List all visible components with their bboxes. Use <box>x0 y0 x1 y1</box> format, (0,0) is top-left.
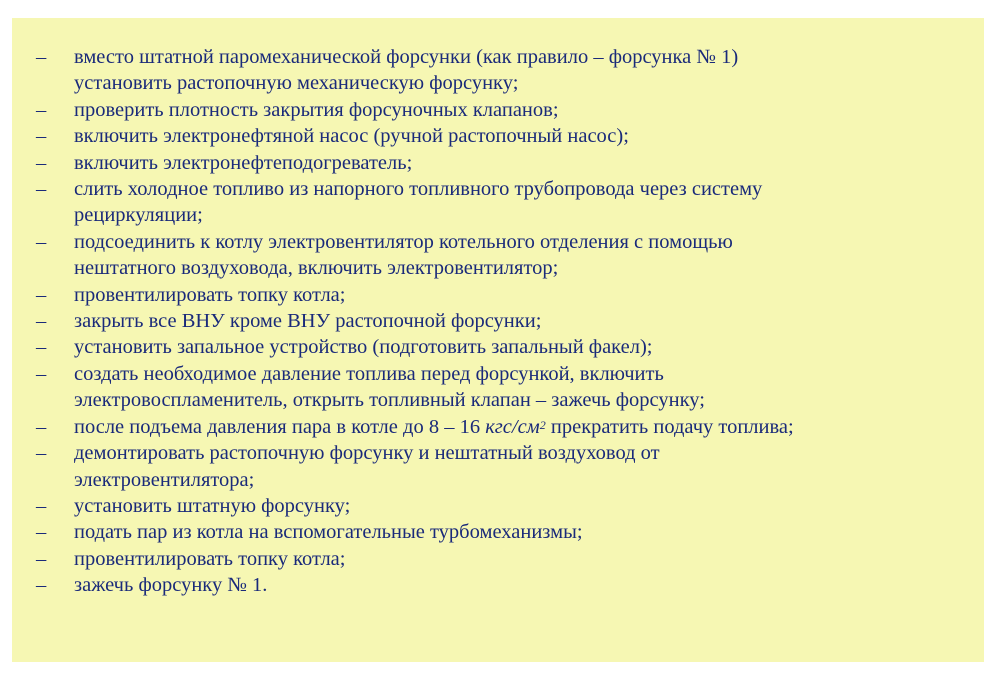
list-dash: – <box>36 362 47 385</box>
list-item-line: электровоспламенитель, открыть топливный клапан – зажечь форсунку; <box>74 389 705 412</box>
list-item-text <box>74 308 976 334</box>
list-dash: – <box>36 98 47 121</box>
list-item-line <box>74 414 976 440</box>
list-dash: – <box>36 230 47 253</box>
list-item <box>36 572 976 598</box>
list-item-text <box>74 176 976 229</box>
list-item-line: нештатного воздуховода, включить электровентилятор; <box>74 257 559 280</box>
list-item-line: подать пар из котла на вспомогательные турбомеханизмы; <box>74 521 583 544</box>
list-dash: – <box>36 283 47 306</box>
pressure-text-post: прекратить подачу топлива; <box>545 415 794 438</box>
list-item-text <box>74 546 976 572</box>
list-item-text <box>74 150 976 176</box>
list-item-text <box>74 334 976 360</box>
list-item <box>36 546 976 572</box>
list-item-line: провентилировать топку котла; <box>74 547 346 570</box>
list-item-text <box>74 572 976 598</box>
list-item-text <box>74 282 976 308</box>
pressure-unit-exponent: 2 <box>539 417 546 432</box>
list-dash: – <box>36 574 47 597</box>
list-item <box>36 361 976 414</box>
list-item-line: установить штатную форсунку; <box>74 494 351 517</box>
list-item-text <box>74 123 976 149</box>
list-item-text <box>74 97 976 123</box>
list-dash: – <box>36 151 47 174</box>
list-item-text <box>74 414 976 440</box>
procedure-list <box>36 44 976 599</box>
list-item-line: зажечь форсунку № 1. <box>74 574 268 597</box>
list-dash: – <box>36 442 47 465</box>
list-dash: – <box>36 125 47 148</box>
list-item <box>36 440 976 493</box>
list-item-line: вместо штатной паромеханической форсунки (как правило – форсунка № 1) <box>74 46 739 68</box>
list-item-text <box>74 361 976 414</box>
list-item-line: провентилировать топку котла; <box>74 283 346 306</box>
list-item <box>36 44 976 97</box>
list-item <box>36 176 976 229</box>
list-item <box>36 97 976 123</box>
list-dash: – <box>36 178 47 201</box>
list-item-text <box>74 519 976 545</box>
list-item <box>36 150 976 176</box>
list-item-line: слить холодное топливо из напорного топливного трубопровода через систему <box>74 178 763 201</box>
pressure-unit: кгс/см <box>485 415 540 438</box>
list-dash: – <box>36 46 47 68</box>
list-item <box>36 414 976 440</box>
list-item-line: включить электронефтеподогреватель; <box>74 151 413 174</box>
list-dash: – <box>36 336 47 359</box>
list-item <box>36 282 976 308</box>
pressure-text-pre: после подъема давления пара в котле до 8 – 16 <box>74 415 486 438</box>
list-item-text <box>74 229 976 282</box>
list-item <box>36 229 976 282</box>
list-dash: – <box>36 494 47 517</box>
list-item-text <box>74 493 976 519</box>
list-item-text <box>74 440 976 493</box>
list-item-line: рециркуляции; <box>74 204 203 227</box>
list-dash: – <box>36 547 47 570</box>
list-item <box>36 493 976 519</box>
list-dash: – <box>36 310 47 333</box>
list-item <box>36 308 976 334</box>
text-panel <box>12 18 984 662</box>
list-item-line: проверить плотность закрытия форсуночных клапанов; <box>74 98 559 121</box>
list-item-line: включить электронефтяной насос (ручной растопочный насос); <box>74 125 629 148</box>
list-item <box>36 334 976 360</box>
list-item-line: установить запальное устройство (подготовить запальный факел); <box>74 336 653 359</box>
list-item-line: подсоединить к котлу электровентилятор котельного отделения с помощью <box>74 230 733 253</box>
list-item-text <box>74 44 976 97</box>
list-item-line: электровентилятора; <box>74 468 255 491</box>
list-dash: – <box>36 521 47 544</box>
list-item-line: закрыть все ВНУ кроме ВНУ растопочной форсунки; <box>74 310 542 333</box>
list-item <box>36 123 976 149</box>
list-item-line: установить растопочную механическую форсунку; <box>74 72 519 95</box>
list-item-line: создать необходимое давление топлива перед форсункой, включить <box>74 362 664 385</box>
list-item-line: демонтировать растопочную форсунку и нештатный воздуховод от <box>74 442 660 465</box>
list-dash: – <box>36 415 47 438</box>
list-item <box>36 519 976 545</box>
